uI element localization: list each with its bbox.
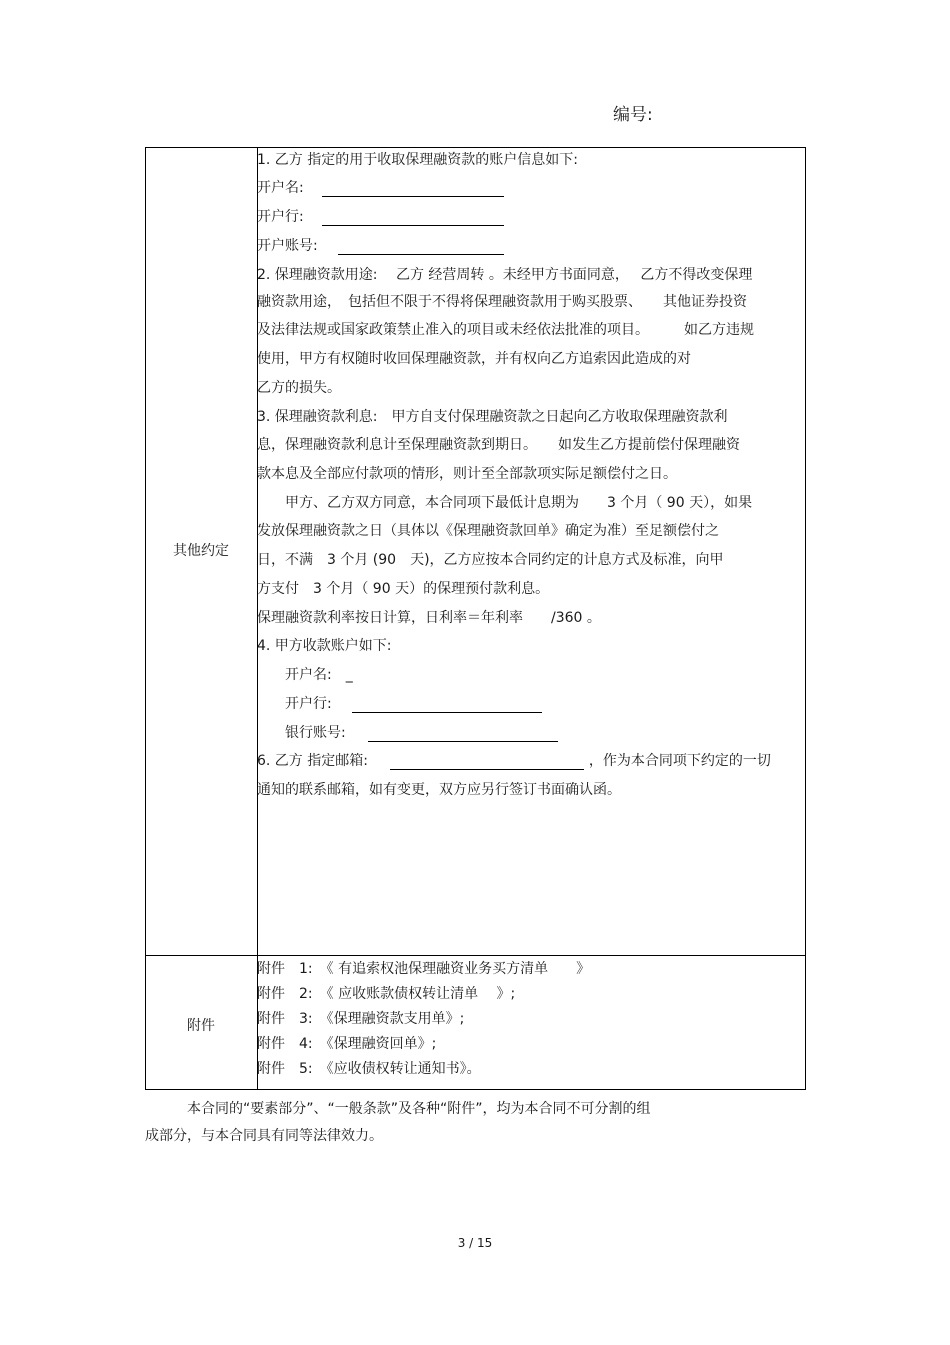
receiver-bank-row xyxy=(257,695,542,713)
designated-email-row xyxy=(257,752,771,770)
clause-2-line: 2. 保理融资款用途: 乙方 经营周转 。未经甲方书面同意， 乙方不得改变保理 xyxy=(257,267,753,283)
attachment-item: 附件 3: 《保理融资款支用单》; xyxy=(257,1011,465,1027)
email-clause-line: 通知的联系邮箱，如有变更，双方应另行签订书面确认函。 xyxy=(257,782,621,798)
page-separator: / xyxy=(469,1236,474,1250)
clause-2-line: 融资款用途， 包括但不限于不得将保理融资款用于购买股票、 其他证券投资 xyxy=(257,294,747,310)
table-border-right xyxy=(805,147,806,1090)
table-border-bottom xyxy=(145,1089,806,1090)
field-label: 开户行: xyxy=(257,209,304,225)
clause-1-title: 1. 乙方 指定的用于收取保理融资款的账户信息如下: xyxy=(257,152,578,168)
receiver-account-name-row: 开户名: _ xyxy=(257,667,353,683)
clause-3-line: 款本息及全部应付款项的情形，则计至全部款项实际足额偿付之日。 xyxy=(257,466,677,482)
clause-3-line: 日，不满 3 个月 (90 天)，乙方应按本合同约定的计息方式及标准，向甲 xyxy=(257,552,724,568)
page-number xyxy=(0,1236,950,1250)
payee-account-number-row xyxy=(257,237,504,255)
clause-3-line: 息，保理融资款利息计至保理融资款到期日。 如发生乙方提前偿付保理融资 xyxy=(257,437,740,453)
receiver-account-number-row xyxy=(257,724,558,742)
clause-4-title: 4. 甲方收款账户如下: xyxy=(257,638,392,654)
page-total: 15 xyxy=(477,1236,493,1250)
field-label: 银行账号: xyxy=(257,725,346,741)
field-label: 开户名: xyxy=(257,180,304,196)
clause-2-line: 乙方的损失。 xyxy=(257,380,341,396)
payee-bank-row xyxy=(257,208,504,226)
table-border-left xyxy=(145,147,146,1090)
attachment-item: 附件 2: 《 应收账款债权转让清单 》; xyxy=(257,986,516,1002)
serial-number-label: 编号: xyxy=(613,105,653,125)
clause-3-line: 3. 保理融资款利息: 甲方自支付保理融资款之日起向乙方收取保理融资款利 xyxy=(257,409,728,425)
field-label: 开户账号: xyxy=(257,238,318,254)
attachment-item: 附件 4: 《保理融资回单》; xyxy=(257,1036,437,1052)
attachment-item: 附件 5: 《应收债权转让通知书》。 xyxy=(257,1061,481,1077)
attachments-label: 附件 xyxy=(187,1018,215,1034)
field-label: 开户行: xyxy=(257,696,332,712)
attachment-item: 附件 1: 《 有追索权池保理融资业务买方清单 》 xyxy=(257,961,591,977)
contract-table xyxy=(145,147,806,1090)
payee-account-name-row xyxy=(257,179,504,197)
field-label: 6. 乙方 指定邮箱: xyxy=(257,753,368,769)
blank-line xyxy=(322,182,504,197)
email-clause-text: ，作为本合同项下约定的一切 xyxy=(588,753,771,769)
clause-3-line: 甲方、乙方双方同意，本合同项下最低计息期为 3 个月（ 90 天），如果 xyxy=(257,495,753,511)
clause-2-line: 使用，甲方有权随时收回保理融资款，并有权向乙方追索因此造成的对 xyxy=(257,351,691,367)
blank-line xyxy=(338,240,504,255)
clause-3-line: 发放保理融资款之日（具体以《保理融资款回单》确定为准）至足额偿付之 xyxy=(257,523,719,539)
blank-line xyxy=(352,698,542,713)
clause-3-line: 方支付 3 个月（ 90 天）的保理预付款利息。 xyxy=(257,581,550,597)
blank-line xyxy=(322,211,504,226)
table-border-top xyxy=(145,147,806,148)
clause-2-line: 及法律法规或国家政策禁止准入的项目或未经依法批准的项目。 如乙方违规 xyxy=(257,322,754,338)
clause-3-line: 保理融资款利率按日计算，日利率＝年利率 /360 。 xyxy=(257,610,601,626)
blank-line xyxy=(390,755,584,770)
page-current: 3 xyxy=(457,1236,466,1250)
table-row-divider xyxy=(145,955,806,956)
closing-paragraph-line: 本合同的“要素部分”、“一般条款”及各种“附件”，均为本合同不可分割的组 xyxy=(145,1101,651,1117)
blank-line xyxy=(368,727,558,742)
closing-paragraph-line: 成部分，与本合同具有同等法律效力。 xyxy=(145,1128,383,1144)
other-agreements-label: 其他约定 xyxy=(173,543,229,559)
